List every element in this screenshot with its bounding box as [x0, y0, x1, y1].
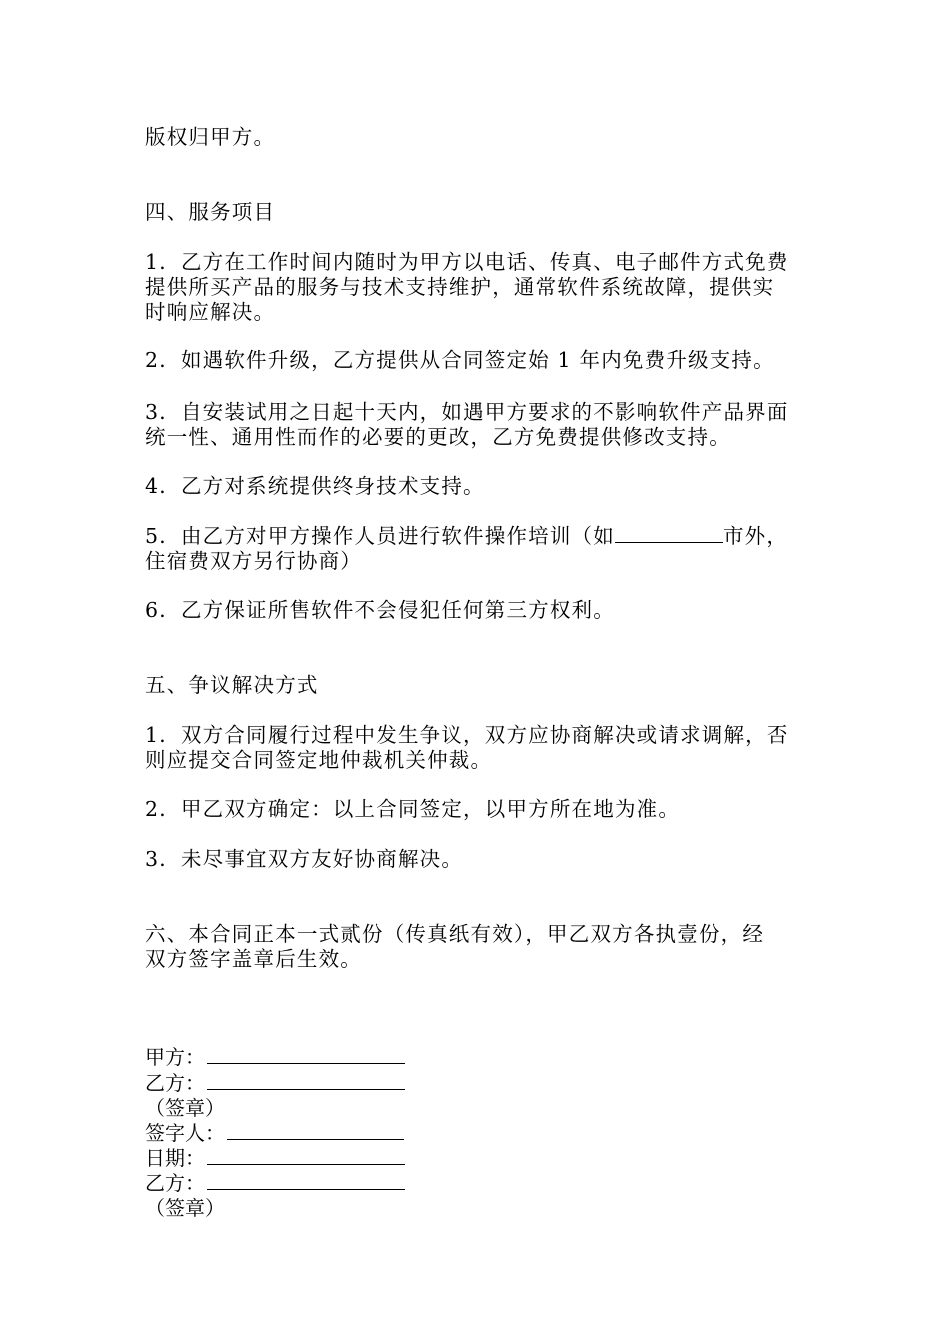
- section-5-item-2: [145, 797, 810, 822]
- fill-in-blank: [615, 524, 723, 543]
- text-line: 1．双方合同履行过程中发生争议，双方应协商解决或请求调解，否: [145, 723, 789, 747]
- text-line: 提供所买产品的服务与技术支持维护，通常软件系统故障，提供实: [145, 275, 775, 299]
- section-5-item-1: [145, 723, 810, 773]
- section-5-heading: [145, 673, 810, 698]
- text-line: 则应提交合同签定地仲裁机关仲裁。: [145, 748, 493, 772]
- signature-blank: [207, 1072, 405, 1090]
- signature-seal-2: [145, 1196, 225, 1221]
- text-line: 版权归甲方。: [145, 125, 276, 149]
- text-line: 6．乙方保证所售软件不会侵犯任何第三方权利。: [145, 598, 615, 622]
- text-line: 3．未尽事宜双方友好协商解决。: [145, 847, 464, 871]
- signature-seal-1: [145, 1096, 225, 1121]
- text-line: 时响应解决。: [145, 300, 276, 324]
- text-line: [145, 524, 810, 549]
- signature-party-a: [145, 1045, 405, 1070]
- signature-label: 日期：: [145, 1146, 205, 1170]
- section-4-item-5: [145, 524, 810, 574]
- signature-blank: [207, 1147, 405, 1165]
- text-line: 双方签字盖章后生效。: [145, 947, 362, 971]
- signature-label: 乙方：: [145, 1071, 205, 1095]
- section-4-heading: [145, 200, 810, 225]
- signature-signer: [145, 1121, 404, 1146]
- section-4-item-2: [145, 348, 810, 373]
- text-line: 1．乙方在工作时间内随时为甲方以电话、传真、电子邮件方式免费: [145, 250, 789, 274]
- section-4-item-4: [145, 474, 810, 499]
- seal-label: （签章）: [145, 1196, 225, 1220]
- seal-label: （签章）: [145, 1096, 225, 1120]
- text-line: 4．乙方对系统提供终身技术支持。: [145, 474, 485, 498]
- text-line: 住宿费双方另行协商）: [145, 549, 362, 573]
- text-segment: 5．由乙方对甲方操作人员进行软件操作培训（如: [145, 524, 615, 548]
- text-line: 3．自安装试用之日起十天内，如遇甲方要求的不影响软件产品界面: [145, 400, 789, 424]
- signature-blank: [207, 1046, 405, 1064]
- text-segment: 市外，: [722, 524, 789, 548]
- signature-blank: [227, 1122, 404, 1140]
- signature-label: 乙方：: [145, 1171, 205, 1195]
- text-line: 六、本合同正本一式贰份（传真纸有效），甲乙双方各执壹份，经: [145, 922, 765, 946]
- section-4-item-6: [145, 598, 810, 623]
- heading-text: 四、服务项目: [145, 200, 276, 224]
- signature-blank: [207, 1172, 405, 1190]
- signature-label: 甲方：: [145, 1045, 205, 1069]
- text-line: 2．甲乙双方确定：以上合同签定，以甲方所在地为准。: [145, 797, 681, 821]
- signature-date: [145, 1146, 405, 1171]
- signature-label: 签字人：: [145, 1121, 225, 1145]
- heading-text: 五、争议解决方式: [145, 673, 319, 697]
- text-line: 统一性、通用性而作的必要的更改，乙方免费提供修改支持。: [145, 425, 731, 449]
- signature-party-b: [145, 1071, 405, 1096]
- section-6-clause: [145, 922, 810, 972]
- paragraph-copyright: [145, 125, 810, 150]
- signature-party-b-2: [145, 1171, 405, 1196]
- text-line: 2．如遇软件升级，乙方提供从合同签定始 1 年内免费升级支持。: [145, 348, 775, 372]
- section-4-item-3: [145, 400, 810, 450]
- section-5-item-3: [145, 847, 810, 872]
- section-4-item-1: [145, 250, 810, 325]
